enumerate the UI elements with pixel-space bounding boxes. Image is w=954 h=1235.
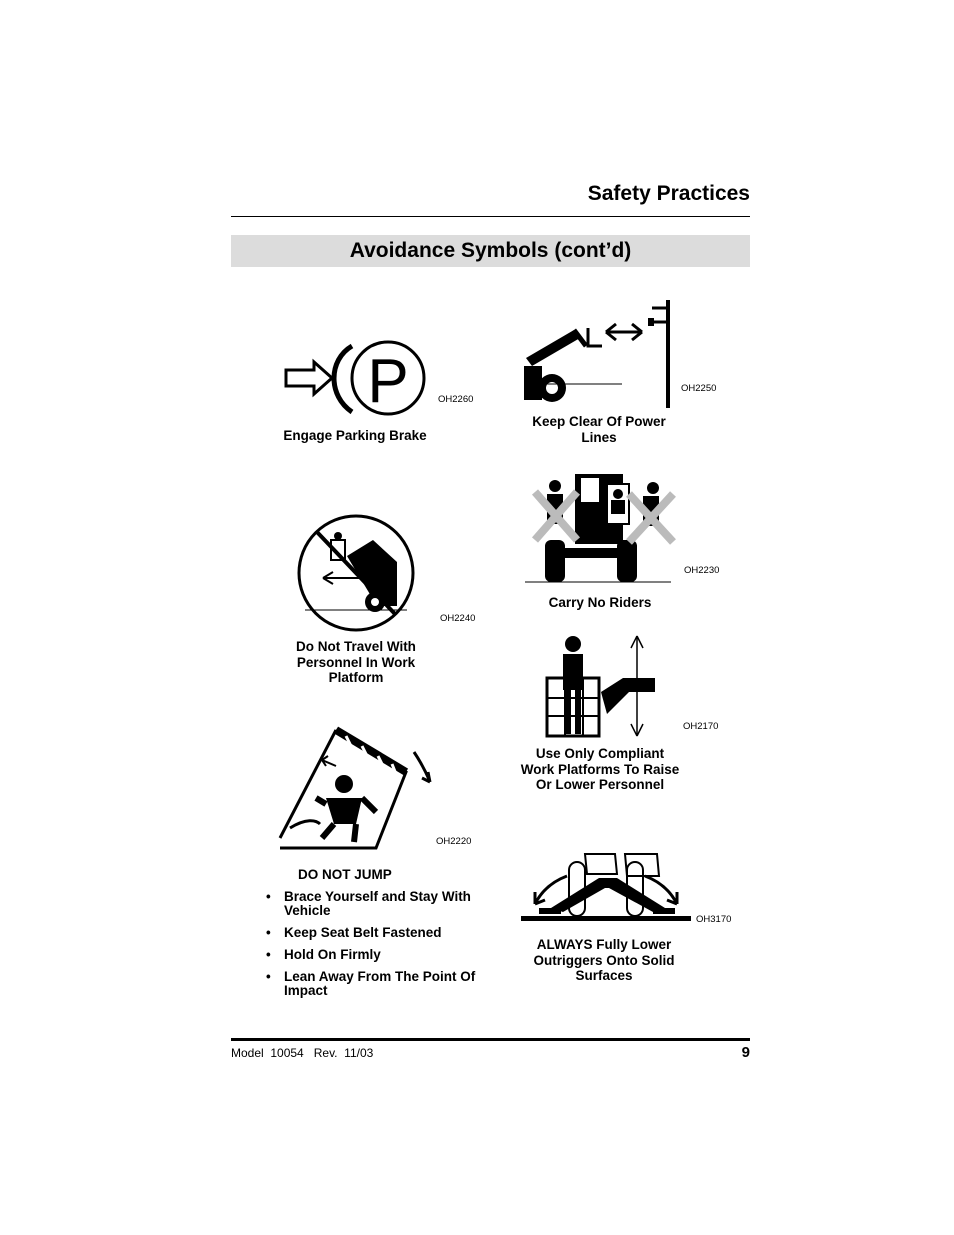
list-item: • Brace Yourself and Stay With Vehicle: [266, 890, 486, 918]
symbol-code: OH2170: [683, 721, 719, 732]
list-item: • Keep Seat Belt Fastened: [266, 926, 486, 940]
parking-brake-icon: [284, 340, 429, 415]
jump-heading: DO NOT JUMP: [298, 867, 392, 882]
symbol-caption: Keep Clear Of Power Lines: [532, 414, 666, 445]
symbol-code: OH2250: [681, 383, 717, 394]
symbol-code: OH2220: [436, 836, 472, 847]
symbol-caption: Carry No Riders: [548, 595, 652, 610]
footer-rule: [231, 1038, 750, 1041]
no-travel-platform-icon: [297, 514, 415, 632]
symbol-caption: Do Not Travel With Personnel In Work Platform: [296, 639, 416, 685]
banner: [231, 235, 750, 267]
symbol-caption: ALWAYS Fully Lower Outriggers Onto Solid Surfaces: [533, 937, 675, 983]
banner-title: Avoidance Symbols (cont’d): [349, 239, 632, 262]
footer-model-rev: Model 10054 Rev. 11/03: [231, 1046, 374, 1060]
no-riders-icon: [525, 470, 673, 584]
outriggers-icon: [521, 846, 691, 922]
header-rule: [231, 216, 750, 217]
symbol-code: OH3170: [696, 914, 732, 925]
page-number: 9: [741, 1044, 750, 1061]
section-title: Safety Practices: [587, 182, 750, 205]
symbol-code: OH2240: [440, 613, 476, 624]
list-item: • Lean Away From The Point Of Impact: [266, 970, 486, 998]
jump-instructions-list: [266, 890, 486, 1006]
do-not-jump-icon: [276, 728, 436, 852]
symbol-code: OH2230: [684, 565, 720, 576]
power-lines-icon: [522, 300, 674, 408]
symbol-caption: Use Only Compliant Work Platforms To Raise Or Lower Personnel: [520, 746, 680, 792]
parking-p-letter: P: [367, 347, 409, 416]
symbol-code: OH2260: [438, 394, 474, 405]
symbol-caption: Engage Parking Brake: [283, 428, 427, 443]
list-item: • Hold On Firmly: [266, 948, 486, 962]
compliant-platform-icon: [545, 632, 657, 738]
